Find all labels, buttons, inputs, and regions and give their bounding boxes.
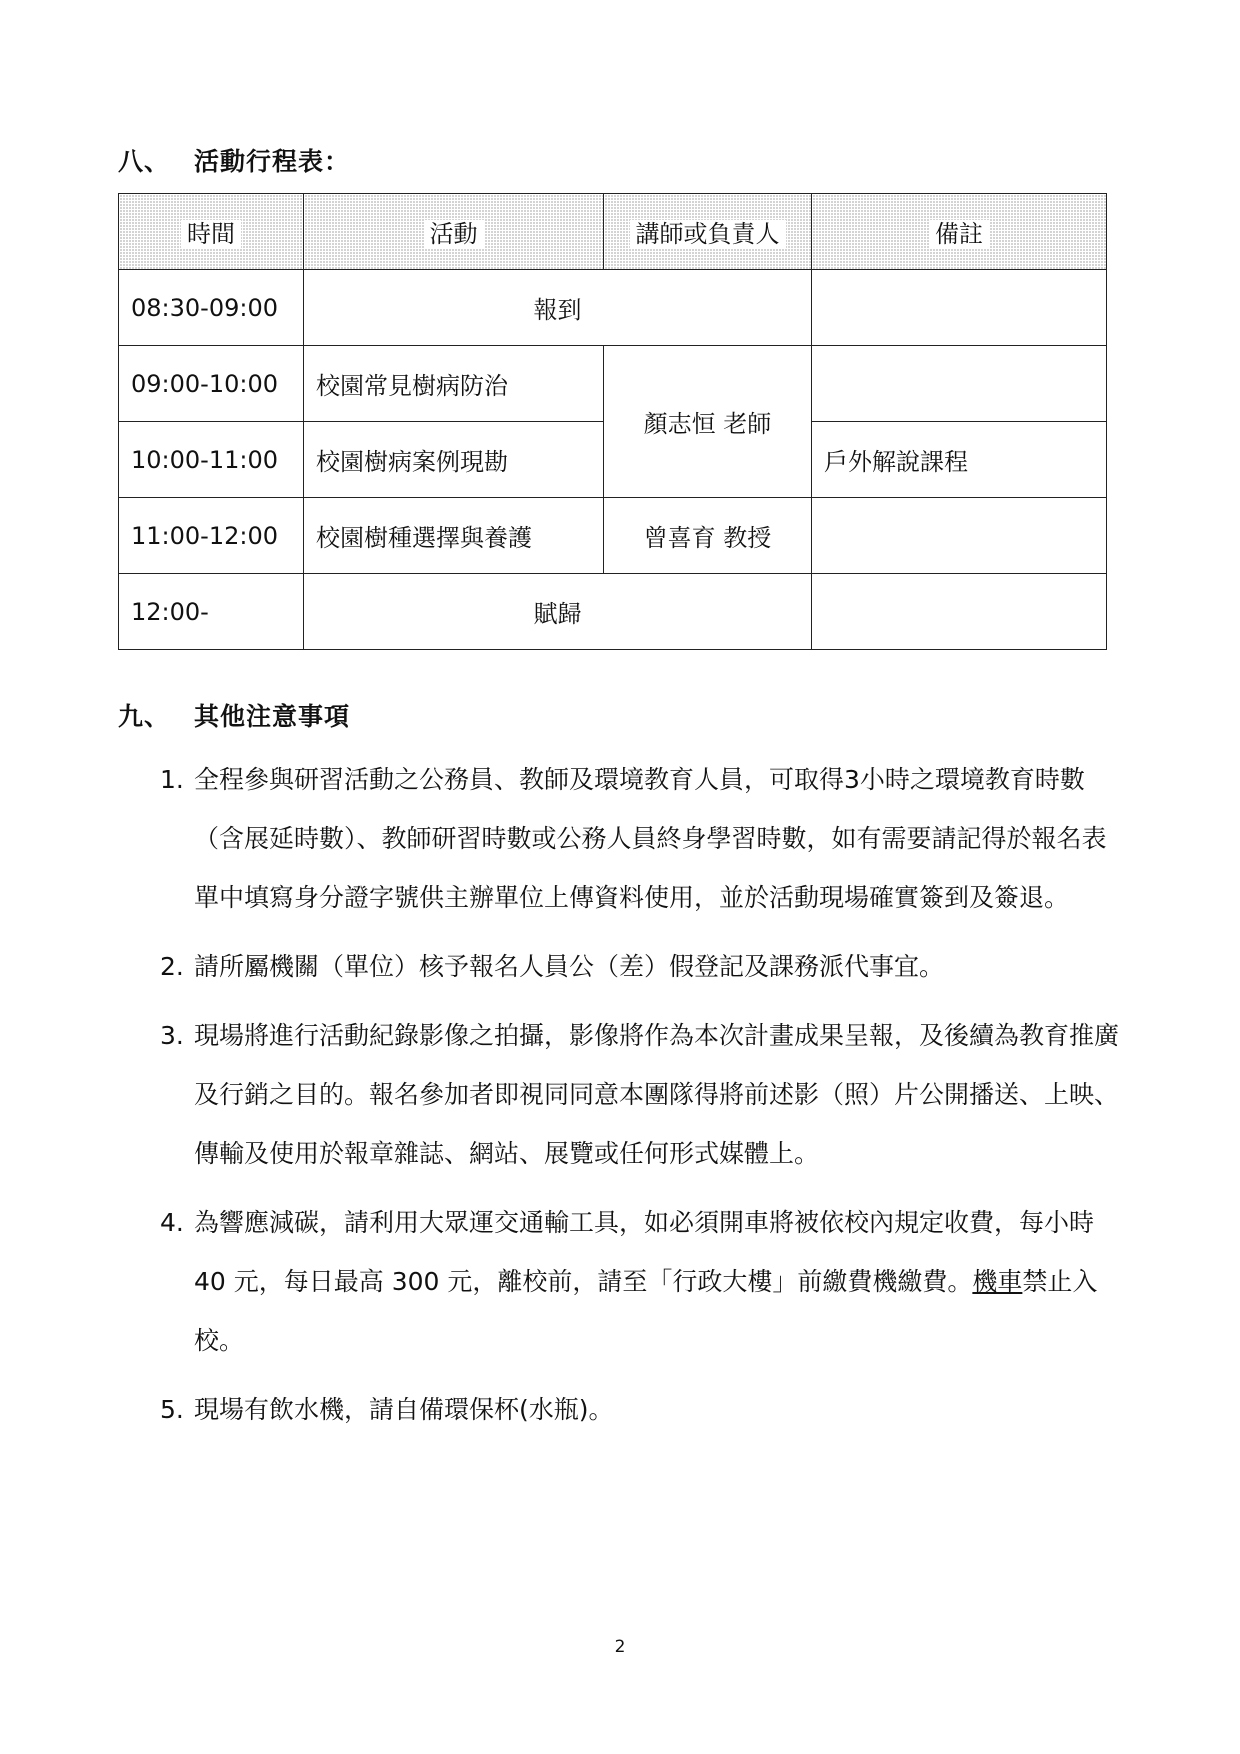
cell-note: 戶外解說課程: [812, 422, 1107, 498]
header-speaker: 講師或負責人: [604, 194, 812, 270]
cell-speaker: 曾喜育 教授: [604, 498, 812, 574]
list-item: [160, 1380, 1120, 1439]
header-time: 時間: [119, 194, 304, 270]
cell-note: [812, 574, 1107, 650]
item-underlined-text: 機車: [972, 1267, 1023, 1296]
section-8-heading: [118, 142, 350, 178]
cell-time: 09:00-10:00: [119, 346, 304, 422]
item-number: 5.: [160, 1395, 184, 1424]
list-item: [160, 750, 1120, 927]
cell-activity: 校園樹種選擇與養護: [304, 498, 604, 574]
table-row: [119, 498, 1107, 574]
item-number: 1.: [160, 765, 184, 794]
cell-note: [812, 270, 1107, 346]
page-number: 2: [614, 1637, 626, 1657]
header-note: 備註: [812, 194, 1107, 270]
cell-time: 10:00-11:00: [119, 422, 304, 498]
item-text: 全程參與研習活動之公務員、教師及環境教育人員，可取得3小時之環境教育時數（含展延時數）、教師研習時數或公務人員終身學習時數，如有需要請記得於報名表單中填寫身分證字號供主辦單位上傳資料使用，並於活動現場確實簽到及簽退。: [194, 765, 1107, 912]
cell-note: [812, 498, 1107, 574]
cell-activity: 校園樹病案例現勘: [304, 422, 604, 498]
table-header-row: [119, 194, 1107, 270]
item-text: 請所屬機關（單位）核予報名人員公（差）假登記及課務派代事宜。: [194, 952, 945, 981]
cell-speaker: 顏志恒 老師: [604, 346, 812, 498]
section-9-heading: [118, 697, 350, 733]
cell-activity: 報到: [304, 270, 812, 346]
item-text: 現場將進行活動紀錄影像之拍攝，影像將作為本次計畫成果呈報，及後續為教育推廣及行銷之目的。報名參加者即視同同意本團隊得將前述影（照）片公開播送、上映、傳輸及使用於報章雜誌、網站、展覽或任何形式媒體上。: [194, 1021, 1120, 1168]
schedule-table: [118, 193, 1107, 650]
list-item: [160, 1193, 1120, 1370]
cell-time: 11:00-12:00: [119, 498, 304, 574]
item-tail-text: 禁止入校。: [194, 1267, 1098, 1355]
table-row: [119, 346, 1107, 422]
cell-activity: 校園常見樹病防治: [304, 346, 604, 422]
cell-note: [812, 346, 1107, 422]
item-number: 4.: [160, 1208, 184, 1237]
header-activity: 活動: [304, 194, 604, 270]
notes-list: [160, 750, 1120, 1449]
table-row: [119, 574, 1107, 650]
item-text: 現場有飲水機，請自備環保杯(水瓶)。: [194, 1395, 614, 1424]
cell-activity: 賦歸: [304, 574, 812, 650]
item-number: 3.: [160, 1021, 184, 1050]
list-item: [160, 937, 1120, 996]
table-row: [119, 270, 1107, 346]
cell-time: 08:30-09:00: [119, 270, 304, 346]
item-number: 2.: [160, 952, 184, 981]
section-8-title: 活動行程表：: [194, 147, 351, 176]
item-text: 為響應減碳，請利用大眾運交通輸工具，如必須開車將被依校內規定收費，每小時 40 元，每日最高 300 元，離校前，請至「行政大樓」前繳費機繳費。: [194, 1208, 1095, 1296]
list-item: [160, 1006, 1120, 1183]
section-9-number: 九、: [118, 702, 171, 731]
section-8-number: 八、: [118, 147, 171, 176]
cell-time: 12:00-: [119, 574, 304, 650]
section-9-title: 其他注意事項: [194, 702, 351, 731]
